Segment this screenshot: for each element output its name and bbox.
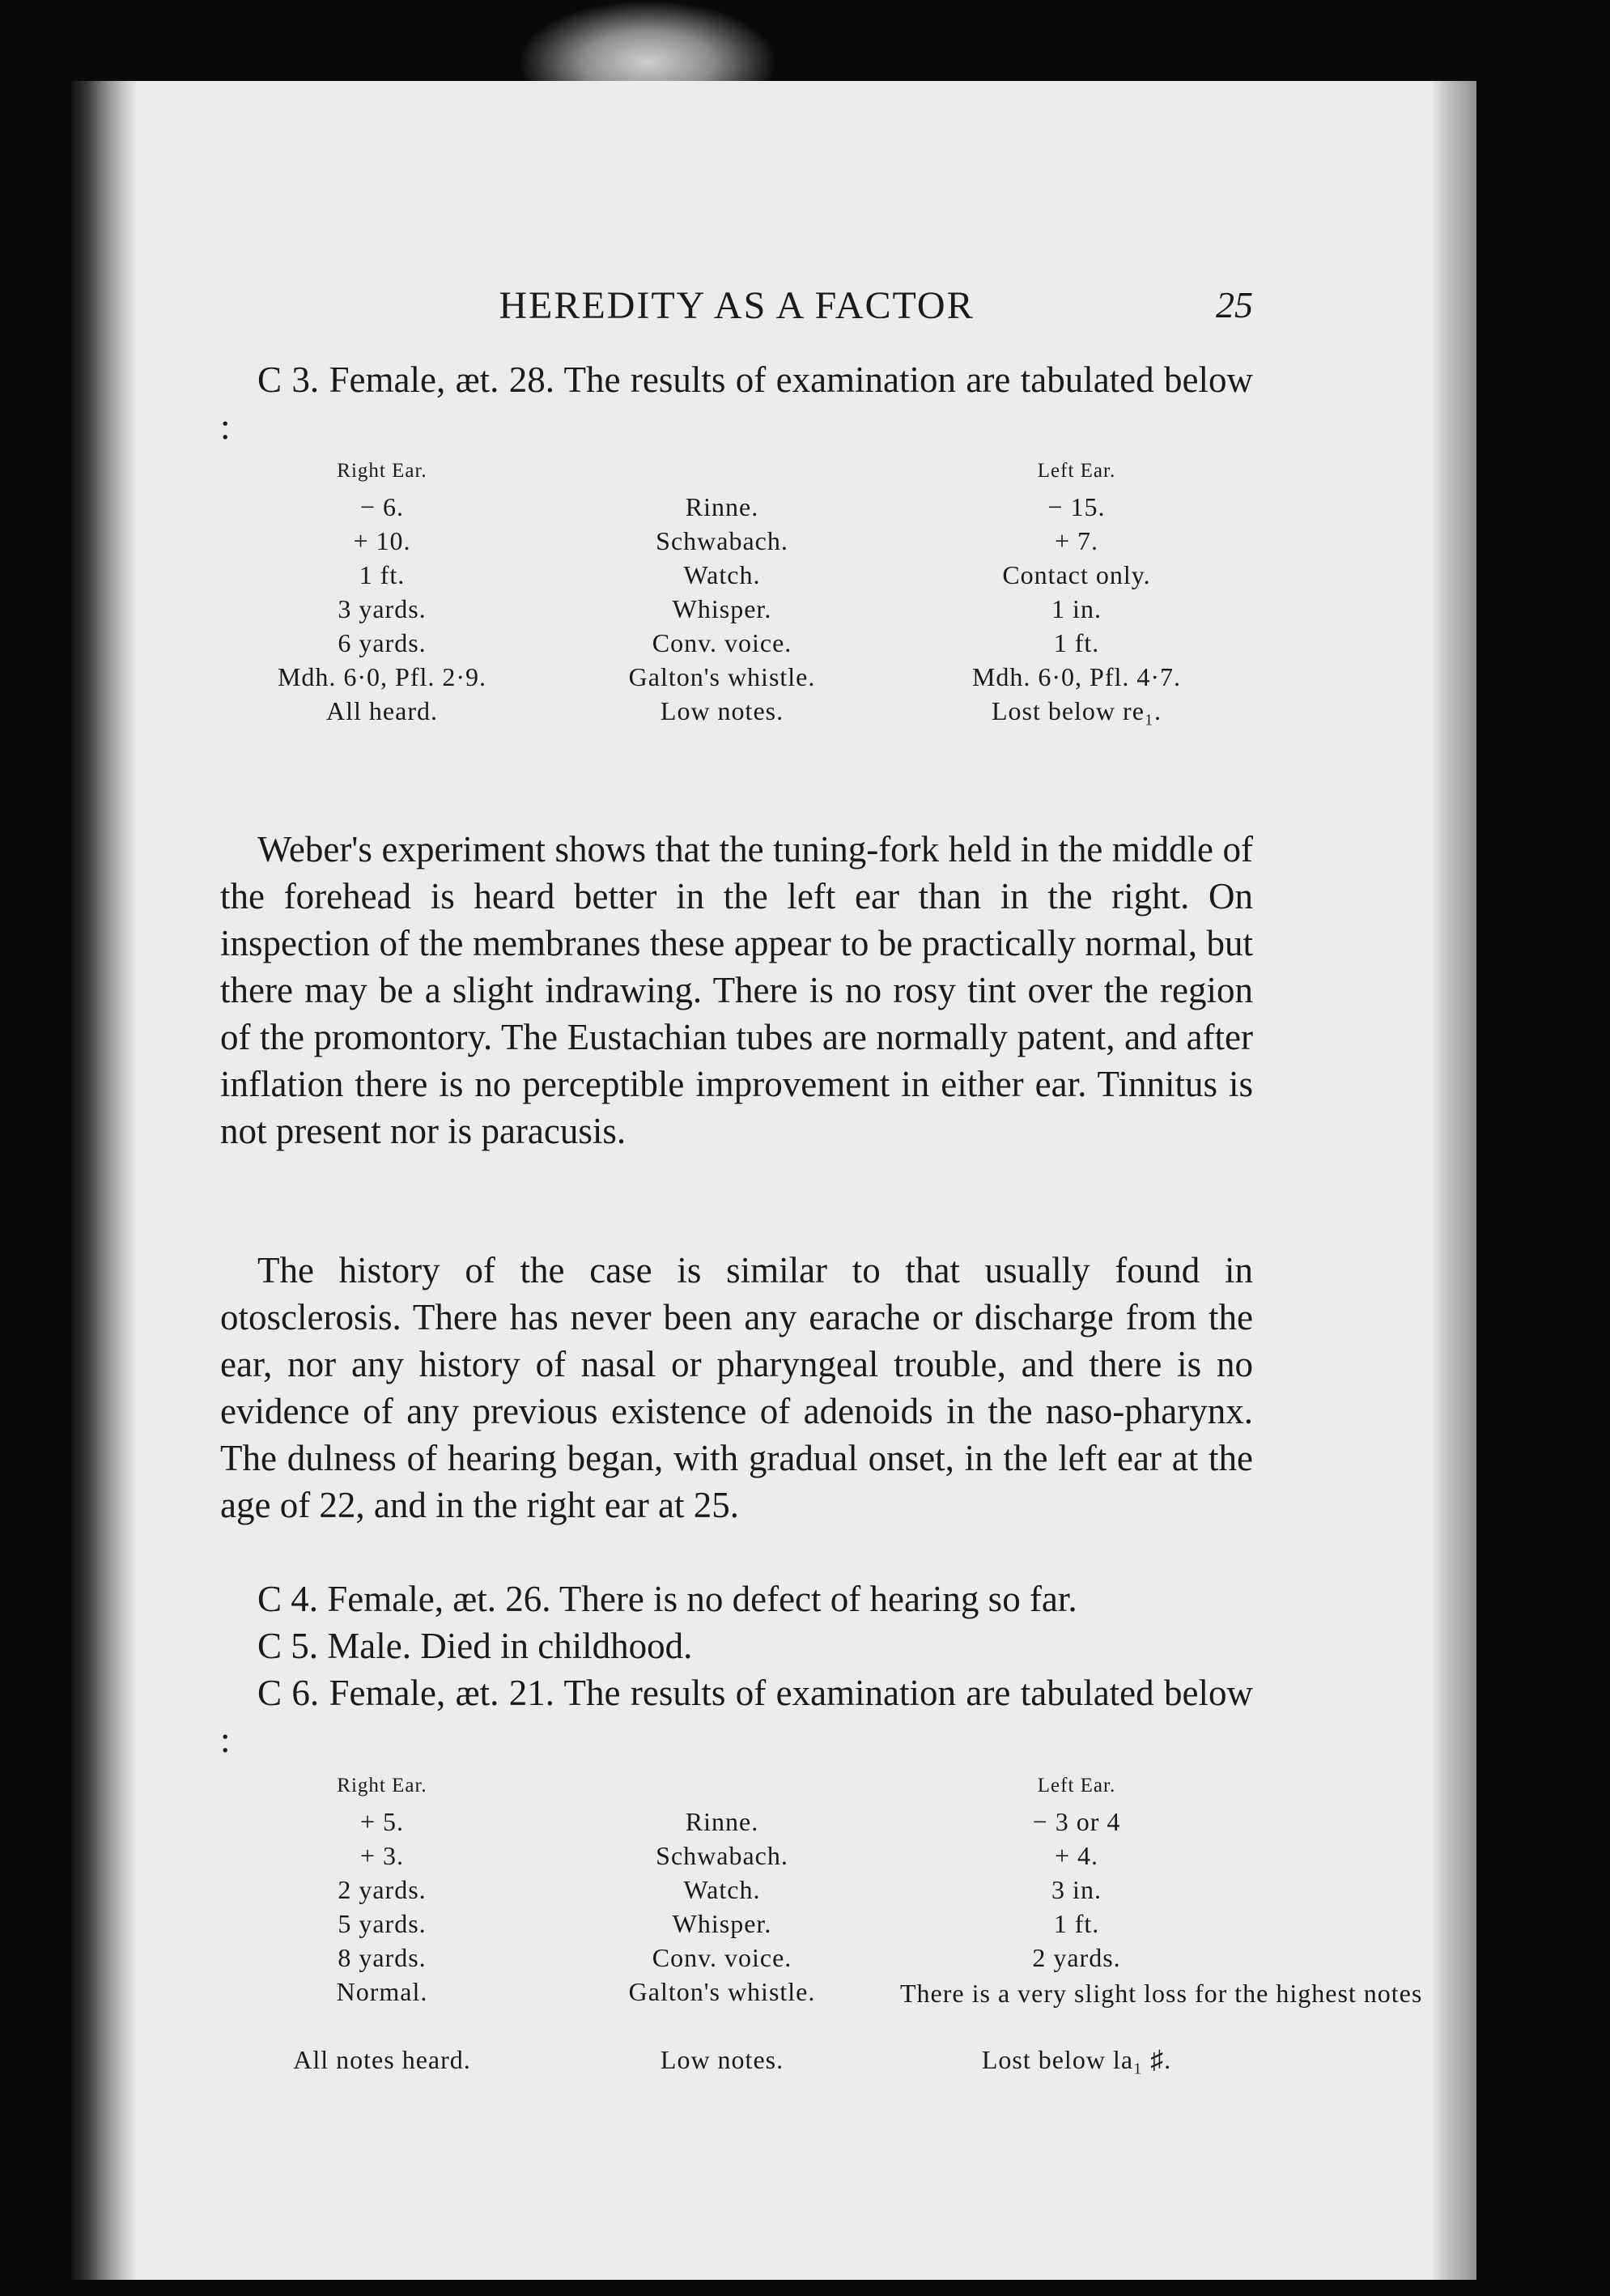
- table-row: [220, 492, 1253, 526]
- right-ear-value: + 5.: [359, 1807, 405, 1836]
- left-ear-value: 3 in.: [1051, 1875, 1102, 1904]
- left-ear-value: + 7.: [1054, 526, 1099, 555]
- right-ear-value: 2 yards.: [338, 1875, 427, 1904]
- test-name: Galton's whistle.: [628, 1977, 816, 2006]
- right-ear-value: 5 yards.: [338, 1909, 427, 1938]
- table-row: [220, 662, 1253, 696]
- test-name: Low notes.: [660, 2045, 784, 2074]
- table-row: [220, 1841, 1253, 1875]
- right-ear-value: 8 yards.: [338, 1943, 427, 1972]
- test-name: Schwabach.: [656, 526, 788, 555]
- case-c4: C 4. Female, æt. 26. There is no defect of hearing so far.: [257, 1579, 1077, 1619]
- left-ear-value: Contact only.: [1002, 560, 1151, 589]
- table-row: [220, 1977, 1423, 2011]
- test-name: Galton's whistle.: [628, 662, 816, 691]
- page-number: 25: [1216, 284, 1253, 325]
- table-row: [220, 1909, 1253, 1943]
- test-name: Conv. voice.: [652, 1943, 792, 1972]
- right-ear-value: + 3.: [359, 1841, 405, 1870]
- table-header-row: [220, 1775, 1253, 1807]
- test-name: Rinne.: [685, 492, 759, 521]
- history-paragraph: The history of the case is similar to that usually found in otosclerosis. There has never been any earache or discharge from the ear, nor any history of nasal or pharyngeal trouble, and there is no evidence of any previous existence of adenoids in the naso-pharynx. The dulness of hearing began, with gradual onset, in the left ear at the age of 22, and in the right ear at 25.: [220, 1250, 1253, 1525]
- table-row: [220, 696, 1253, 730]
- right-ear-value: All heard.: [326, 696, 438, 725]
- left-ear-value: − 3 or 4: [1032, 1807, 1121, 1836]
- test-name: Watch.: [683, 1875, 761, 1904]
- test-name: Schwabach.: [656, 1841, 788, 1870]
- table-row: [220, 526, 1253, 560]
- right-ear-value: All notes heard.: [293, 2045, 471, 2074]
- left-ear-heading: Left Ear.: [1037, 1775, 1116, 1796]
- table-row: [220, 2045, 1253, 2079]
- table-row: [220, 1807, 1253, 1841]
- right-ear-value: + 10.: [353, 526, 411, 555]
- test-name: Whisper.: [672, 1909, 772, 1938]
- left-ear-value: 1 in.: [1051, 594, 1102, 623]
- right-ear-value: − 6.: [359, 492, 405, 521]
- running-head: [220, 283, 1253, 332]
- table-row: [220, 628, 1253, 662]
- left-ear-value: Lost below la₁ ♯.: [981, 2045, 1172, 2074]
- right-ear-value: 1 ft.: [359, 560, 406, 589]
- case-c6-intro: C 6. Female, æt. 21. The results of examination are tabulated below :: [220, 1673, 1253, 1760]
- left-ear-value: 1 ft.: [1053, 628, 1100, 657]
- left-ear-heading: Left Ear.: [1037, 460, 1116, 482]
- right-ear-value: 3 yards.: [338, 594, 427, 623]
- table-row: [220, 594, 1253, 628]
- test-name: Watch.: [683, 560, 761, 589]
- right-ear-heading: Right Ear.: [337, 460, 427, 482]
- table-row: [220, 1943, 1253, 1977]
- table-spacer: [220, 2011, 1253, 2045]
- book-binding-shadow: [71, 81, 136, 2280]
- case-c5: C 5. Male. Died in childhood.: [257, 1626, 693, 1666]
- scanner-artifact: [518, 0, 777, 89]
- left-ear-value: 1 ft.: [1053, 1909, 1100, 1938]
- case-c6-table: [220, 1775, 1423, 2079]
- case-c3-intro: C 3. Female, æt. 28. The results of examination are tabulated below :: [220, 359, 1253, 447]
- case-c3-table: [220, 460, 1253, 730]
- left-ear-value: Mdh. 6·0, Pfl. 4·7.: [971, 662, 1182, 691]
- test-name: Low notes.: [660, 696, 784, 725]
- left-ear-value: Lost below re₁.: [991, 696, 1162, 725]
- table-header-row: [220, 460, 1253, 492]
- weber-paragraph: Weber's experiment shows that the tuning-fork held in the middle of the forehead is heard better in the left ear than in the right. On inspection of the membranes these appear to be practically normal, but there may be a slight indrawing. There is no rosy tint over the region of the promontory. The Eustachian tubes are normally patent, and after inflation there is no perceptible improvement in either ear. Tinnitus is not present nor is paracusis.: [220, 829, 1253, 1151]
- left-ear-value: − 15.: [1047, 492, 1106, 521]
- book-page: [71, 81, 1476, 2280]
- table-row: [220, 1875, 1253, 1909]
- right-ear-value: Mdh. 6·0, Pfl. 2·9.: [277, 662, 487, 691]
- right-ear-value: Normal.: [336, 1977, 428, 2006]
- test-name: Whisper.: [672, 594, 772, 623]
- right-ear-value: 6 yards.: [338, 628, 427, 657]
- left-ear-value: There is a very slight loss for the highest notes: [900, 1979, 1423, 2008]
- left-ear-value: + 4.: [1054, 1841, 1099, 1870]
- test-name: Rinne.: [685, 1807, 759, 1836]
- page-edge-shadow: [1433, 81, 1476, 2280]
- right-ear-heading: Right Ear.: [337, 1775, 427, 1796]
- left-ear-value: 2 yards.: [1032, 1943, 1121, 1972]
- running-title: HEREDITY AS A FACTOR: [499, 284, 975, 327]
- test-name: Conv. voice.: [652, 628, 792, 657]
- table-row: [220, 560, 1253, 594]
